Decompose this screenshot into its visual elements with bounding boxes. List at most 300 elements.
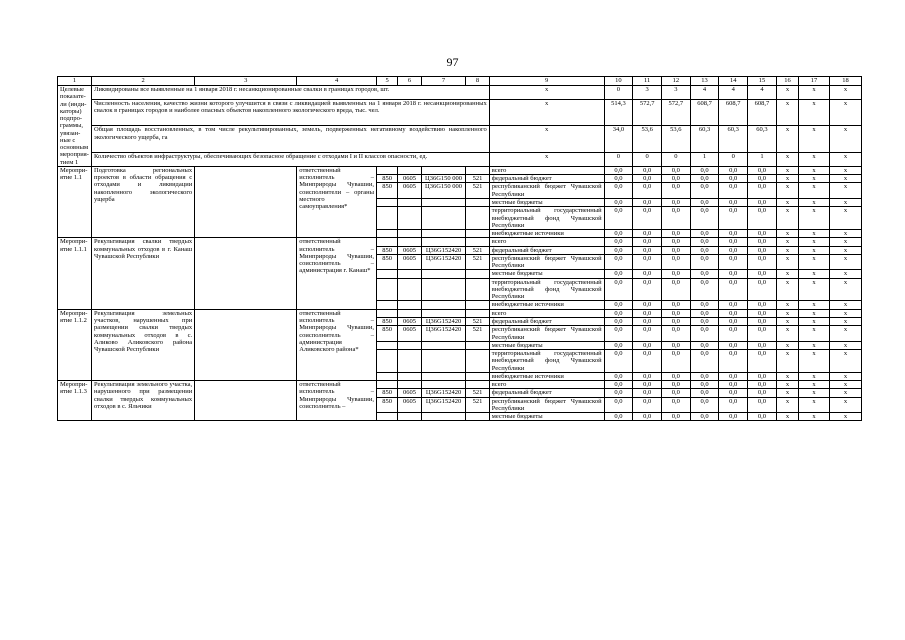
funding-value: х xyxy=(776,207,798,230)
target-article-code: Ц36G152420 xyxy=(421,397,466,413)
funding-source: территориальный государственный внебюджетный фонд Чувашской Республики xyxy=(489,207,604,230)
funding-value: 0,0 xyxy=(748,166,777,174)
column-number: 15 xyxy=(748,77,777,86)
expense-group-code xyxy=(466,309,489,317)
target-indicator-text: Численность населения, качество жизни которого улучшится в связи с ликвидацией выявленных на 1 января 2018 г. несанкционированных свалок в границах городов и наиболее опасных объектов накопленного экологического вреда, тыс. чел. xyxy=(92,100,490,126)
funding-value: 0,0 xyxy=(604,309,633,317)
funding-value: х xyxy=(829,317,861,325)
funding-value: 0,0 xyxy=(661,238,690,246)
funding-value: 0,0 xyxy=(633,372,662,380)
funding-value: х xyxy=(776,183,798,199)
funding-value: 0,0 xyxy=(719,317,748,325)
funding-value: 0,0 xyxy=(604,207,633,230)
expense-group-code: 521 xyxy=(466,254,489,270)
funding-value: 0,0 xyxy=(633,183,662,199)
measure-name: Рекультивация земельного участка, нарушенного при размещении свалки твердых коммунальных отходов в с. Яльчики xyxy=(92,381,195,421)
funding-value: 0,0 xyxy=(719,350,748,373)
funding-value: 0,0 xyxy=(719,246,748,254)
funding-value: 0,0 xyxy=(633,397,662,413)
targets-label: Целевые показате-ли (инди-каторы) подпро-граммы, увязан-ные с основным мероприя-тием 1 xyxy=(58,86,92,167)
funding-value: х xyxy=(776,381,798,389)
funding-value: 0,0 xyxy=(661,246,690,254)
target-value: х xyxy=(776,86,798,100)
target-row xyxy=(58,152,862,166)
funding-source: местные бюджеты xyxy=(489,198,604,206)
funding-value: х xyxy=(829,238,861,246)
funding-source: республиканский бюджет Чувашской Республики xyxy=(489,254,604,270)
grbs-code xyxy=(377,350,398,373)
funding-value: 0,0 xyxy=(604,254,633,270)
funding-value: 0,0 xyxy=(719,278,748,301)
funding-value: х xyxy=(799,350,830,373)
target-unit: х xyxy=(489,86,604,100)
target-article-code xyxy=(421,270,466,278)
target-value: 60,3 xyxy=(748,126,777,152)
target-value: х xyxy=(799,86,830,100)
target-value: 514,3 xyxy=(604,100,633,126)
funding-value: 0,0 xyxy=(604,301,633,309)
funding-value: 0,0 xyxy=(633,301,662,309)
funding-value: 0,0 xyxy=(690,309,719,317)
funding-value: 0,0 xyxy=(661,207,690,230)
funding-value: х xyxy=(776,166,798,174)
funding-value: 0,0 xyxy=(719,183,748,199)
funding-source: всего xyxy=(489,238,604,246)
funding-value: х xyxy=(829,175,861,183)
target-article-code: Ц36G150 000 xyxy=(421,175,466,183)
funding-value: 0,0 xyxy=(719,341,748,349)
funding-value: 0,0 xyxy=(661,301,690,309)
target-value: х xyxy=(829,86,861,100)
expense-group-code: 521 xyxy=(466,326,489,342)
expense-group-code xyxy=(466,278,489,301)
funding-value: 0,0 xyxy=(661,381,690,389)
grbs-code xyxy=(377,270,398,278)
target-value: 4 xyxy=(690,86,719,100)
funding-source: внебюджетные источники xyxy=(489,230,604,238)
funding-source: федеральный бюджет xyxy=(489,317,604,325)
funding-value: 0,0 xyxy=(719,413,748,421)
funding-value: 0,0 xyxy=(690,397,719,413)
funding-value: 0,0 xyxy=(633,317,662,325)
funding-value: 0,0 xyxy=(633,230,662,238)
column-number: 7 xyxy=(421,77,466,86)
section-code: 0605 xyxy=(398,389,421,397)
funding-value: 0,0 xyxy=(661,317,690,325)
target-article-code: Ц36G150 000 xyxy=(421,183,466,199)
funding-value: 0,0 xyxy=(719,238,748,246)
target-value: 4 xyxy=(748,86,777,100)
funding-value: х xyxy=(799,166,830,174)
funding-row xyxy=(58,309,862,317)
funding-value: 0,0 xyxy=(633,166,662,174)
section-code xyxy=(398,381,421,389)
funding-source: местные бюджеты xyxy=(489,341,604,349)
funding-value: 0,0 xyxy=(719,166,748,174)
funding-value: 0,0 xyxy=(690,413,719,421)
funding-value: 0,0 xyxy=(748,397,777,413)
measure-label: Меропри-ятие 1.1.3 xyxy=(58,381,92,421)
grbs-code xyxy=(377,413,398,421)
funding-value: х xyxy=(799,238,830,246)
section-code xyxy=(398,166,421,174)
funding-source: всего xyxy=(489,166,604,174)
expense-group-code xyxy=(466,372,489,380)
target-article-code: Ц36G152420 xyxy=(421,326,466,342)
funding-value: х xyxy=(829,230,861,238)
expense-group-code xyxy=(466,270,489,278)
funding-value: 0,0 xyxy=(690,238,719,246)
grbs-code xyxy=(377,341,398,349)
target-article-code xyxy=(421,341,466,349)
funding-value: 0,0 xyxy=(633,278,662,301)
funding-value: х xyxy=(799,230,830,238)
funding-value: х xyxy=(799,309,830,317)
funding-value: х xyxy=(799,175,830,183)
funding-source: территориальный государственный внебюджетный фонд Чувашской Республики xyxy=(489,350,604,373)
target-value: х xyxy=(799,152,830,166)
funding-value: 0,0 xyxy=(690,350,719,373)
funding-value: х xyxy=(799,207,830,230)
expense-group-code xyxy=(466,238,489,246)
funding-value: х xyxy=(776,254,798,270)
section-code: 0605 xyxy=(398,175,421,183)
measure-name: Рекультивация свалки твердых коммунальных отходов в г. Канаш Чувашской Республики xyxy=(92,238,195,309)
measure-executor: ответственный исполнитель – Минприроды Чувашии, соисполнитель – администрация г. Канаш* xyxy=(297,238,377,309)
target-row xyxy=(58,100,862,126)
funding-value: 0,0 xyxy=(748,230,777,238)
funding-value: 0,0 xyxy=(604,175,633,183)
column-number: 3 xyxy=(195,77,297,86)
funding-value: 0,0 xyxy=(604,350,633,373)
funding-value: 0,0 xyxy=(748,309,777,317)
funding-value: 0,0 xyxy=(719,381,748,389)
funding-value: х xyxy=(799,278,830,301)
funding-value: 0,0 xyxy=(690,317,719,325)
funding-value: 0,0 xyxy=(690,389,719,397)
column-number: 8 xyxy=(466,77,489,86)
funding-value: 0,0 xyxy=(633,254,662,270)
funding-value: х xyxy=(776,341,798,349)
target-value: 3 xyxy=(661,86,690,100)
funding-value: 0,0 xyxy=(661,413,690,421)
funding-value: х xyxy=(829,326,861,342)
funding-value: 0,0 xyxy=(690,183,719,199)
funding-value: х xyxy=(799,341,830,349)
funding-value: 0,0 xyxy=(690,246,719,254)
funding-value: 0,0 xyxy=(661,175,690,183)
funding-value: 0,0 xyxy=(633,350,662,373)
table-body xyxy=(58,77,862,421)
funding-value: 0,0 xyxy=(748,389,777,397)
funding-value: 0,0 xyxy=(690,166,719,174)
expense-group-code xyxy=(466,230,489,238)
target-value: 608,7 xyxy=(690,100,719,126)
funding-value: 0,0 xyxy=(604,270,633,278)
funding-value: 0,0 xyxy=(633,198,662,206)
funding-value: 0,0 xyxy=(604,183,633,199)
funding-value: х xyxy=(776,309,798,317)
funding-value: 0,0 xyxy=(748,270,777,278)
funding-value: 0,0 xyxy=(690,326,719,342)
funding-value: 0,0 xyxy=(604,166,633,174)
section-code xyxy=(398,309,421,317)
funding-value: 0,0 xyxy=(748,381,777,389)
funding-value: х xyxy=(829,246,861,254)
funding-value: 0,0 xyxy=(748,413,777,421)
funding-value: х xyxy=(829,350,861,373)
expense-group-code xyxy=(466,350,489,373)
column-number: 5 xyxy=(377,77,398,86)
funding-value: 0,0 xyxy=(604,389,633,397)
funding-value: х xyxy=(799,301,830,309)
grbs-code xyxy=(377,207,398,230)
column-number: 9 xyxy=(489,77,604,86)
funding-value: 0,0 xyxy=(690,254,719,270)
grbs-code: 850 xyxy=(377,326,398,342)
section-code xyxy=(398,341,421,349)
funding-value: х xyxy=(829,301,861,309)
funding-source: республиканский бюджет Чувашской Республики xyxy=(489,183,604,199)
funding-value: 0,0 xyxy=(604,413,633,421)
funding-value: х xyxy=(799,183,830,199)
target-article-code: Ц36G152420 xyxy=(421,317,466,325)
target-indicator-text: Ликвидированы все выявленные на 1 января 2018 г. несанкционированные свалки в границах городов, шт. xyxy=(92,86,490,100)
target-article-code: Ц36G152420 xyxy=(421,246,466,254)
funding-value: х xyxy=(776,270,798,278)
funding-value: х xyxy=(799,397,830,413)
funding-value: 0,0 xyxy=(719,198,748,206)
expense-group-code xyxy=(466,166,489,174)
target-article-code xyxy=(421,301,466,309)
funding-value: х xyxy=(776,198,798,206)
column-number: 4 xyxy=(297,77,377,86)
target-article-code xyxy=(421,198,466,206)
grbs-code: 850 xyxy=(377,254,398,270)
funding-value: 0,0 xyxy=(604,317,633,325)
funding-value: х xyxy=(829,381,861,389)
target-value: 608,7 xyxy=(719,100,748,126)
column-number: 12 xyxy=(661,77,690,86)
section-code xyxy=(398,270,421,278)
measure-empty-cell xyxy=(195,381,297,421)
funding-value: х xyxy=(799,270,830,278)
grbs-code: 850 xyxy=(377,397,398,413)
funding-value: 0,0 xyxy=(633,175,662,183)
target-article-code xyxy=(421,350,466,373)
funding-value: х xyxy=(799,413,830,421)
funding-value: х xyxy=(776,413,798,421)
column-number: 17 xyxy=(799,77,830,86)
funding-row xyxy=(58,166,862,174)
expense-group-code: 521 xyxy=(466,317,489,325)
target-value: 1 xyxy=(690,152,719,166)
funding-row xyxy=(58,238,862,246)
funding-value: 0,0 xyxy=(719,389,748,397)
target-row xyxy=(58,86,862,100)
funding-value: 0,0 xyxy=(719,175,748,183)
target-value: 1 xyxy=(748,152,777,166)
grbs-code xyxy=(377,381,398,389)
funding-value: 0,0 xyxy=(690,207,719,230)
funding-value: 0,0 xyxy=(604,397,633,413)
section-code xyxy=(398,198,421,206)
funding-value: 0,0 xyxy=(748,341,777,349)
column-number-row xyxy=(58,77,862,86)
column-number: 18 xyxy=(829,77,861,86)
funding-value: х xyxy=(829,341,861,349)
funding-value: х xyxy=(776,175,798,183)
measure-name: Рекультивация земельных участков, нарушенных при размещении свалки твердых коммунальных отходов в с. Аликово Аликовского района Чувашской Республики xyxy=(92,309,195,380)
funding-source: всего xyxy=(489,381,604,389)
funding-value: х xyxy=(829,278,861,301)
section-code: 0605 xyxy=(398,397,421,413)
funding-value: 0,0 xyxy=(604,326,633,342)
target-unit: х xyxy=(489,126,604,152)
funding-value: 0,0 xyxy=(719,372,748,380)
funding-value: 0,0 xyxy=(604,278,633,301)
grbs-code: 850 xyxy=(377,175,398,183)
expense-group-code: 521 xyxy=(466,246,489,254)
target-value: х xyxy=(776,126,798,152)
section-code xyxy=(398,207,421,230)
funding-value: 0,0 xyxy=(748,198,777,206)
expense-group-code: 521 xyxy=(466,183,489,199)
grbs-code xyxy=(377,372,398,380)
funding-value: 0,0 xyxy=(604,238,633,246)
target-article-code xyxy=(421,230,466,238)
funding-source: территориальный государственный внебюджетный фонд Чувашской Республики xyxy=(489,278,604,301)
target-value: 3 xyxy=(633,86,662,100)
funding-value: 0,0 xyxy=(661,166,690,174)
target-value: 572,7 xyxy=(661,100,690,126)
grbs-code xyxy=(377,198,398,206)
target-article-code xyxy=(421,381,466,389)
funding-value: х xyxy=(776,246,798,254)
funding-source: федеральный бюджет xyxy=(489,389,604,397)
grbs-code xyxy=(377,230,398,238)
funding-value: 0,0 xyxy=(748,238,777,246)
expense-group-code xyxy=(466,207,489,230)
funding-value: 0,0 xyxy=(690,341,719,349)
funding-value: 0,0 xyxy=(719,326,748,342)
target-row xyxy=(58,126,862,152)
section-code xyxy=(398,413,421,421)
expense-group-code: 521 xyxy=(466,389,489,397)
funding-value: х xyxy=(776,278,798,301)
funding-value: 0,0 xyxy=(719,254,748,270)
funding-value: 0,0 xyxy=(661,389,690,397)
target-value: х xyxy=(829,152,861,166)
target-article-code xyxy=(421,166,466,174)
target-article-code: Ц36G152420 xyxy=(421,254,466,270)
target-indicator-text: Количество объектов инфраструктуры, обеспечивающих безопасное обращение с отходами I и II классов опасности, ед. xyxy=(92,152,490,166)
funding-source: внебюджетные источники xyxy=(489,372,604,380)
grbs-code: 850 xyxy=(377,183,398,199)
funding-value: 0,0 xyxy=(690,230,719,238)
grbs-code xyxy=(377,278,398,301)
target-value: 60,3 xyxy=(690,126,719,152)
column-number: 14 xyxy=(719,77,748,86)
funding-value: х xyxy=(776,238,798,246)
funding-value: 0,0 xyxy=(633,389,662,397)
funding-value: х xyxy=(829,389,861,397)
funding-value: х xyxy=(799,389,830,397)
section-code: 0605 xyxy=(398,246,421,254)
funding-value: 0,0 xyxy=(661,230,690,238)
section-code xyxy=(398,350,421,373)
expense-group-code: 521 xyxy=(466,397,489,413)
target-value: 0 xyxy=(604,152,633,166)
funding-value: 0,0 xyxy=(661,326,690,342)
grbs-code xyxy=(377,301,398,309)
funding-value: х xyxy=(776,372,798,380)
grbs-code: 850 xyxy=(377,246,398,254)
target-article-code xyxy=(421,309,466,317)
target-value: 0 xyxy=(661,152,690,166)
section-code xyxy=(398,238,421,246)
funding-value: х xyxy=(776,350,798,373)
expense-group-code: 521 xyxy=(466,175,489,183)
section-code xyxy=(398,278,421,301)
funding-value: х xyxy=(829,270,861,278)
section-code xyxy=(398,372,421,380)
funding-value: 0,0 xyxy=(690,175,719,183)
measure-name: Подготовка региональных проектов в области обращения с отходами и ликвидации накопленного экологического ущерба xyxy=(92,166,195,237)
expense-group-code xyxy=(466,198,489,206)
program-table xyxy=(57,76,862,421)
funding-value: 0,0 xyxy=(661,341,690,349)
funding-value: х xyxy=(776,397,798,413)
target-value: х xyxy=(799,126,830,152)
expense-group-code xyxy=(466,341,489,349)
funding-source: всего xyxy=(489,309,604,317)
funding-value: 0,0 xyxy=(719,397,748,413)
funding-value: х xyxy=(799,317,830,325)
target-value: 0 xyxy=(719,152,748,166)
column-number: 11 xyxy=(633,77,662,86)
funding-value: 0,0 xyxy=(633,341,662,349)
target-value: 4 xyxy=(719,86,748,100)
funding-value: х xyxy=(829,397,861,413)
target-value: х xyxy=(799,100,830,126)
funding-value: 0,0 xyxy=(748,301,777,309)
section-code: 0605 xyxy=(398,317,421,325)
funding-value: 0,0 xyxy=(633,246,662,254)
funding-value: х xyxy=(799,381,830,389)
funding-value: 0,0 xyxy=(633,309,662,317)
funding-value: х xyxy=(799,254,830,270)
funding-source: федеральный бюджет xyxy=(489,246,604,254)
funding-value: 0,0 xyxy=(661,397,690,413)
column-number: 1 xyxy=(58,77,92,86)
section-code: 0605 xyxy=(398,326,421,342)
measure-label: Меропри-ятие 1.1.2 xyxy=(58,309,92,380)
grbs-code: 850 xyxy=(377,389,398,397)
funding-value: х xyxy=(776,301,798,309)
section-code: 0605 xyxy=(398,254,421,270)
funding-value: 0,0 xyxy=(719,309,748,317)
funding-value: 0,0 xyxy=(690,270,719,278)
expense-group-code xyxy=(466,381,489,389)
funding-value: х xyxy=(799,372,830,380)
funding-value: х xyxy=(829,207,861,230)
funding-value: х xyxy=(799,326,830,342)
grbs-code xyxy=(377,238,398,246)
target-article-code: Ц36G152420 xyxy=(421,389,466,397)
funding-value: х xyxy=(829,309,861,317)
funding-value: 0,0 xyxy=(748,183,777,199)
